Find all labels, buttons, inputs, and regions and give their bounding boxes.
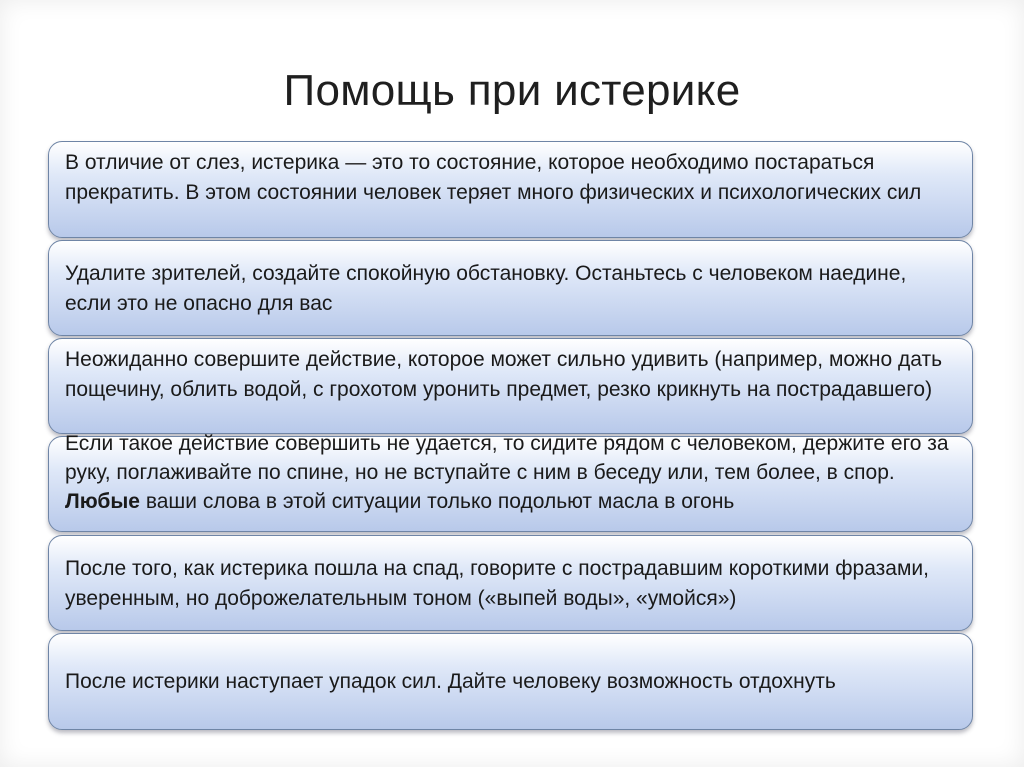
text-box-4-text-end: ваши слова в этой ситуации только подольют масла в огонь <box>139 490 735 513</box>
text-box-6-text: После истерики наступает упадок сил. Дайте человеку возможность отдохнуть <box>65 669 836 693</box>
text-box-5-text: После того, как истерика пошла на спад, говорите с пострадавшим короткими фразами, уверенным, но доброжелательным тоном («выпей воды», «умойся») <box>65 557 929 610</box>
text-box-6 <box>48 633 973 730</box>
slide-title: Помощь при истерике <box>283 66 741 115</box>
text-box-2-text: Удалите зрителей, создайте спокойную обстановку. Останьтесь с человеком наедине, если это не опасно для вас <box>65 262 907 315</box>
text-box-1-text: В отличие от слез, истерика — это то состояние, которое необходимо постараться прекратить. В этом состоянии человек теряет много физических и психологических сил <box>65 151 922 204</box>
text-box-4-text: Если такое действие совершить не удается, то сидите рядом с человеком, держите его за руку, поглаживайте по спине, но не вступайте с ним в беседу или, тем более, в спор. <box>65 432 949 484</box>
text-box-1 <box>48 141 973 238</box>
text-box-4-bold: Любые <box>65 490 140 513</box>
text-box-3-text: Неожиданно совершите действие, которое может сильно удивить (например, можно дать пощечину, облить водой, с грохотом уронить предмет, резко крикнуть на пострадавшего) <box>65 348 943 401</box>
text-box-2 <box>48 240 973 336</box>
text-box-3 <box>48 338 973 434</box>
text-box-5 <box>48 535 973 631</box>
text-box-4 <box>48 432 973 532</box>
text-box-4-content <box>65 429 956 516</box>
